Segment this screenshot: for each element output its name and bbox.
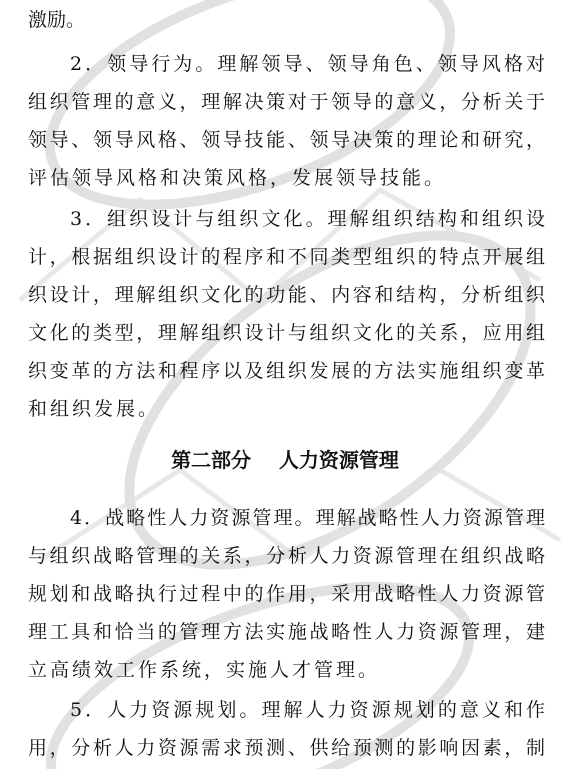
text-line: 织变革的方法和程序以及组织发展的方法实施组织变革 bbox=[28, 360, 545, 382]
paragraph-3-line-6 bbox=[0, 391, 570, 427]
text-line: 立高绩效工作系统，实施人才管理。 bbox=[28, 659, 381, 681]
paragraph-2-line-1 bbox=[0, 46, 570, 82]
text-line: 与组织战略管理的关系，分析人力资源管理在组织战略 bbox=[28, 545, 545, 567]
paragraph-5-line-2 bbox=[0, 730, 570, 766]
section-heading: 第二部分 人力资源管理 bbox=[171, 448, 399, 472]
paragraph-3-line-5 bbox=[0, 353, 570, 389]
text-line: 3．组织设计与组织文化。理解组织结构和组织设 bbox=[70, 208, 545, 230]
paragraph-4-line-2 bbox=[0, 538, 570, 574]
text-line: 组织管理的意义，理解决策对于领导的意义，分析关于 bbox=[28, 91, 545, 113]
paragraph-3-line-2 bbox=[0, 239, 570, 275]
paragraph-3-line-1 bbox=[0, 201, 570, 237]
text-line: 评估领导风格和决策风格，发展领导技能。 bbox=[28, 167, 447, 189]
text-line: 文化的类型，理解组织设计与组织文化的关系，应用组 bbox=[28, 322, 545, 344]
paragraph-2-line-2 bbox=[0, 84, 570, 120]
paragraph-4-line-4 bbox=[0, 614, 570, 650]
text-line: 领导、领导风格、领导技能、领导决策的理论和研究， bbox=[28, 129, 545, 151]
paragraph-2-line-3 bbox=[0, 122, 570, 158]
text-line: 5．人力资源规划。理解人力资源规划的意义和作 bbox=[70, 699, 545, 721]
paragraph-4-line-1 bbox=[0, 500, 570, 536]
text-line: 织设计，理解组织文化的功能、内容和结构，分析组织 bbox=[28, 284, 545, 306]
paragraph-5-line-1 bbox=[0, 692, 570, 728]
text-line: 计，根据组织设计的程序和不同类型组织的特点开展组 bbox=[28, 246, 545, 268]
paragraph-1-tail bbox=[0, 2, 570, 38]
text-line: 用，分析人力资源需求预测、供给预测的影响因素，制 bbox=[28, 737, 545, 759]
text-line: 2．领导行为。理解领导、领导角色、领导风格对 bbox=[70, 53, 545, 75]
text-line: 和组织发展。 bbox=[28, 398, 161, 420]
paragraph-3-line-3 bbox=[0, 277, 570, 313]
paragraph-3-line-4 bbox=[0, 315, 570, 351]
text-line: 理工具和恰当的管理方法实施战略性人力资源管理，建 bbox=[28, 621, 545, 643]
text-line: 规划和战略执行过程中的作用，采用战略性人力资源管 bbox=[28, 583, 545, 605]
text-line: 4．战略性人力资源管理。理解战略性人力资源管理 bbox=[70, 507, 545, 529]
text-line: 激励。 bbox=[28, 9, 86, 31]
paragraph-4-line-5 bbox=[0, 652, 570, 688]
paragraph-4-line-3 bbox=[0, 576, 570, 612]
paragraph-2-line-4 bbox=[0, 160, 570, 196]
